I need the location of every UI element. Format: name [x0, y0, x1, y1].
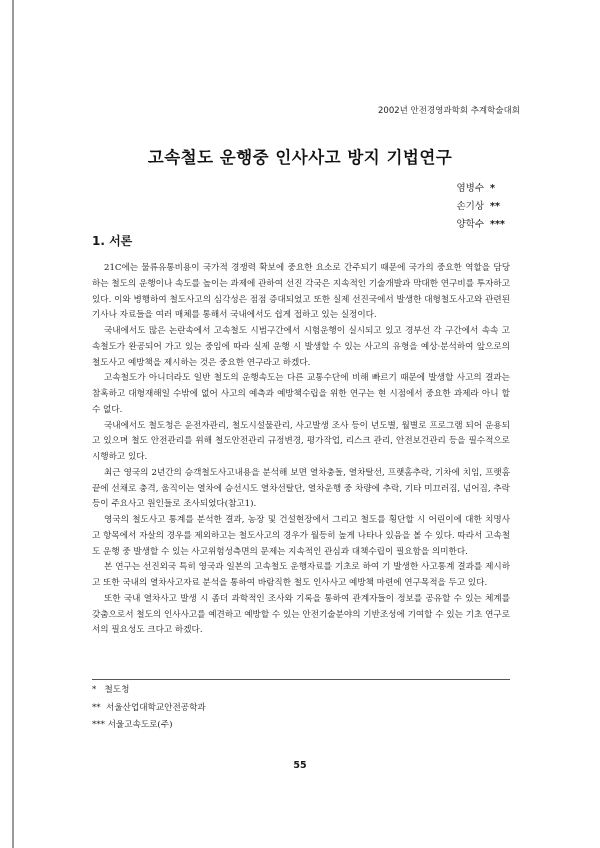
- author-list: [456, 180, 514, 234]
- author-name: 손기상: [456, 201, 484, 212]
- paragraph: 최근 영국의 2년간의 승객철도사고내용을 분석해 보면 열차충돌, 열차탈선, 프랫홈추락, 기차에 치임, 프랫홈 끝에 선채로 충격, 움직이는 열차에 승선시도 열차선탈단, 열차운행 중 차량에 추락, 기타 미끄러짐, 넘어짐, 추락 등이 주요사고 원인들로 조사되었다(참고1).: [92, 467, 510, 510]
- author-name: 양학수: [456, 219, 484, 230]
- footnote-divider: [92, 679, 510, 680]
- scan-edge-line: [12, 0, 14, 848]
- author-mark: ***: [490, 219, 505, 230]
- author-mark: *: [490, 183, 495, 194]
- footnote: * 철도청: [92, 685, 130, 695]
- paragraph: 본 연구는 선진외국 특히 영국과 일본의 고속철도 운행자료를 기초로 하여 기 발생한 사고통계 결과를 제시하고 또한 국내의 열차사고자료 분석을 통하여 바람직한 철도 인사사고 예방책 마련에 연구목적을 두고 있다.: [92, 562, 510, 588]
- paragraph: 국내에서도 많은 논란속에서 고속철도 시범구간에서 시험운행이 실시되고 있고 경부선 각 구간에서 속속 고속철도가 완공되어 가고 있는 중임에 따라 실제 운행 시 발생할 수 있는 사고의 유형을 예상·분석하여 앞으로의 철도사고 예방책을 제시하는 것은 중요한 연구라고 하겠다.: [92, 326, 510, 368]
- footnote: *** 서울고속도로(주): [92, 720, 173, 730]
- paragraph: 21C에는 물류유통비용이 국가적 경쟁력 확보에 중요한 요소로 간주되기 때문에 국가의 중요한 역할을 담당하는 철도의 운행이나 속도를 높이는 과제에 관하여 선진 각국은 지속적인 기술개발과 막대한 연구비를 투자하고 있다. 이와 병행하여 철도사고의 심각성은 점점 증대되었고 또한 실제 선진국에서 발생한 대형철도사고와 관련된 기사나 자료들을 여러 매체를 통해서 국내에서도 쉽게 접하고 있는 실정이다.: [92, 263, 510, 321]
- author-mark: **: [490, 201, 500, 212]
- footnote: ** 서울산업대학교안전공학과: [92, 702, 206, 713]
- paragraph: 영국의 철도사고 통계를 분석한 결과, 농장 및 건설현장에서 그리고 철도를 횡단할 시 어린이에 대한 치명사고 항목에서 자살의 경우를 제외하고는 철도사고의 경우가 월등히 높게 나타나 있음을 볼 수 있다. 따라서 고속철도 운행 중 발생할 수 있는 사고위험성측면의 문제는 지속적인 관심과 대책수립이 필요함을 의미한다.: [92, 515, 510, 557]
- conference-header: 2002년 안전경영과학회 추계학술대회: [378, 106, 520, 116]
- paper-title: 고속철도 운행중 인사사고 방지 기법연구: [147, 148, 453, 167]
- paragraph: 또한 국내 열차사고 발생 시 좀더 과학적인 조사와 기록을 통하여 관계자들이 정보를 공유할 수 있는 체계를 갖춤으로서 철도의 인사사고를 예견하고 예방할 수 있는 안전기술분야의 기반조성에 기여할 수 있는 기초 연구로서의 필요성도 크다고 하겠다.: [92, 593, 510, 636]
- author-line: [456, 198, 514, 216]
- author-line: [456, 180, 514, 198]
- paragraph: 고속철도가 아니더라도 일반 철도의 운행속도는 다른 교통수단에 비해 빠르기 때문에 발생할 사고의 결과는 참혹하고 대형재해일 수밖에 없어 사고의 예측과 예방책수립을 위한 연구는 현 시점에서 중요한 과제라 아니 할 수 없다.: [92, 373, 510, 415]
- footnotes: [92, 679, 510, 735]
- body-text: [92, 261, 510, 639]
- author-name: 염병수: [456, 183, 484, 194]
- section-heading: 1. 서론: [92, 234, 133, 248]
- paragraph: 국내에서도 철도청은 운전자관리, 철도시설물관리, 사고발생 조사 등이 년도별, 월별로 프로그램 되어 운용되고 있으며 철도 안전관리를 위해 철도안전관리 규정변경, 평가작업, 리스크 관리, 안전보건관리 등을 필수적으로 시행하고 있다.: [92, 420, 510, 462]
- page-number: 55: [293, 760, 307, 771]
- author-line: [456, 216, 514, 234]
